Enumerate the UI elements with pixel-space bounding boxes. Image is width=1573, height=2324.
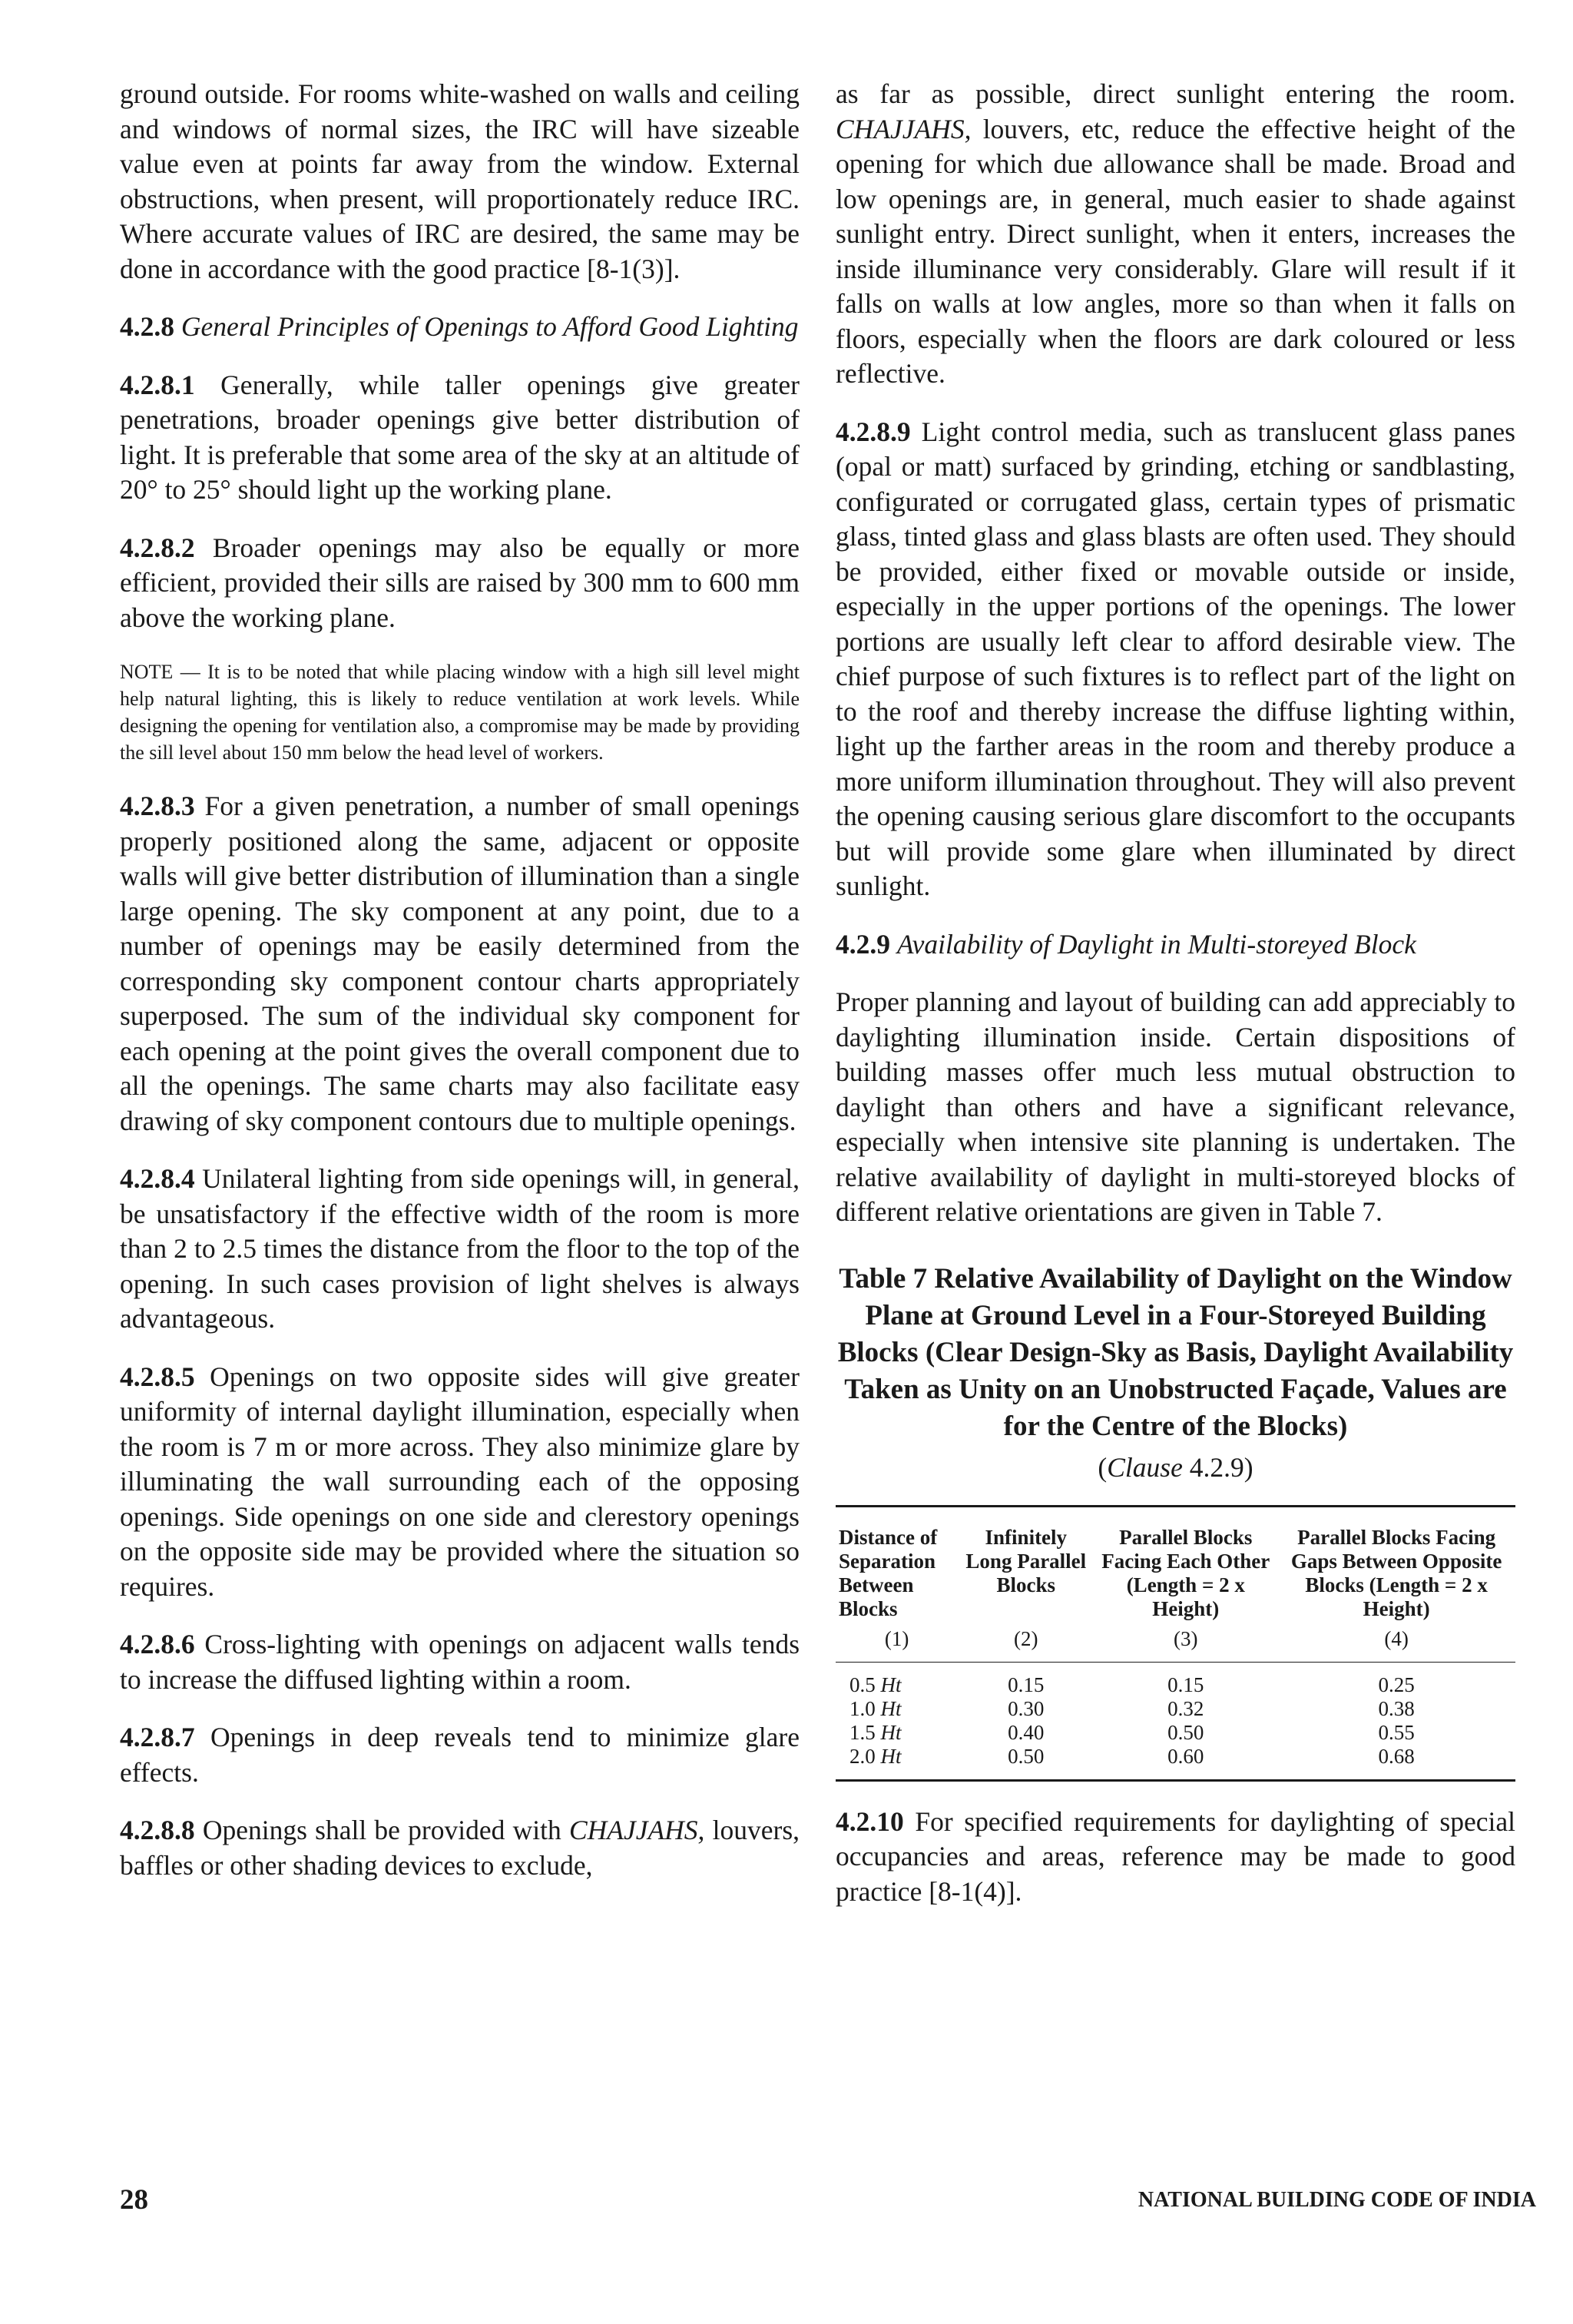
table-header-infinitely-long: Infinitely Long Parallel Blocks — [965, 1525, 1087, 1596]
clause-4-2-8-8-continued — [836, 77, 1515, 392]
table-header-facing-each-other: Parallel Blocks Facing Each Other (Length = 2 x Height) — [1101, 1525, 1270, 1620]
table-cell: 0.32 — [1167, 1696, 1204, 1720]
table-cell: 0.68 — [1378, 1744, 1415, 1768]
note — [120, 658, 800, 766]
heading-title: General Principles of Openings to Afford Good Lighting — [180, 311, 799, 342]
column-number: (1) — [836, 1627, 958, 1663]
right-column — [836, 77, 1515, 1932]
clause-text: Openings on two opposite sides will give greater uniformity of internal daylight illumination, especially when the room is 7 m or more across. They also minimize glare by illuminating the wall surrounding each of the opposing openings. Side openings on one side and clerestory openings on the opposite side may be provided where the situation so requires. — [120, 1361, 800, 1602]
table-row — [836, 1662, 1515, 1697]
table-cell-distance: 1.5 Ht — [849, 1720, 902, 1744]
table-7 — [836, 1505, 1515, 1782]
page-footer — [120, 2183, 1536, 2222]
note-text: — It is to be noted that while placing window with a high sill level might help natural lighting, this is likely to reduce ventilation at work levels. While designing the opening for ventilation also, a compromise may be made by providing the sill level about 150 mm below the head level of workers. — [120, 661, 800, 764]
clause-text: Cross-lighting with openings on adjacent walls tends to increase the diffused lighting within a room. — [120, 1629, 800, 1695]
table-cell: 0.50 — [1167, 1720, 1204, 1744]
table-row — [836, 1745, 1515, 1781]
column-number: (2) — [958, 1627, 1094, 1663]
clause-number: 4.2.8.8 — [120, 1815, 195, 1845]
table-cell-distance: 2.0 Ht — [849, 1744, 902, 1768]
table-cell: 0.15 — [1008, 1673, 1045, 1696]
table-cell: 0.60 — [1167, 1744, 1204, 1768]
clause-4-2-8-4 — [120, 1162, 800, 1337]
clause-number: 4.2.8.3 — [120, 791, 195, 821]
page-number: 28 — [120, 2184, 148, 2216]
heading-number: 4.2.8 — [120, 311, 174, 342]
clause-text: For specified requirements for daylighting of special occupancies and areas, reference may be made to good practice [8-1(4)]. — [836, 1805, 1515, 1907]
table-header-facing-gaps: Parallel Blocks Facing Gaps Between Opposite Blocks (Length = 2 x Height) — [1290, 1525, 1502, 1620]
clause-4-2-8-8 — [120, 1813, 800, 1883]
table-row — [836, 1721, 1515, 1745]
left-column — [120, 77, 800, 1906]
clause-text: Broader openings may also be equally or more efficient, provided their sills are raised by 300 mm to 600 mm above the working plane. — [120, 532, 800, 633]
clause-text: For a given penetration, a number of small openings properly positioned along the same, adjacent or opposite walls will give better distribution of illumination than a single large opening. The sky component at any point, due to a number of openings may be easily determined from the corresponding sky component contour charts appropriately superposed. The sum of the individual sky component for each opening at the point gives the overall component due to all the openings. The same charts may also facilitate easy drawing of sky component contours due to multiple openings. — [120, 791, 800, 1136]
clause-text-post: louvers, baffles or other shading devices to exclude, — [120, 1815, 800, 1881]
clause-text: Unilateral lighting from side openings will, in general, be unsatisfactory if the effective width of the room is more than 2 to 2.5 times the distance from the floor to the top of the opening. In such cases provision of light shelves is always advantageous. — [120, 1163, 800, 1334]
clause-number: 4.2.8.5 — [120, 1361, 195, 1392]
clause-number: 4.2.8.6 — [120, 1629, 195, 1659]
heading-4-2-8 — [120, 310, 800, 345]
clause-ref: 4.2.9 — [1189, 1451, 1244, 1483]
clause-4-2-8-2 — [120, 531, 800, 636]
paragraph-ground-outside: ground outside. For rooms white-washed on walls and ceiling and windows of normal sizes, the IRC will have sizeable value even at points far away from the window. External obstructions, when present, will proportionately reduce IRC. Where accurate values of IRC are desired, the same may be done in accordance with the good practice [8-1(3)]. — [120, 78, 800, 284]
table-cell: 0.40 — [1008, 1720, 1045, 1744]
table-cell: 0.30 — [1008, 1696, 1045, 1720]
table-row — [836, 1697, 1515, 1721]
table-cell-distance: 1.0 Ht — [849, 1696, 902, 1720]
table-cell: 0.15 — [1167, 1673, 1204, 1696]
heading-title: Availability of Daylight in Multi-storeyed Block — [896, 928, 1416, 960]
table-cell: 0.50 — [1008, 1744, 1045, 1768]
clause-text-b: louvers, etc, reduce the effective height of the opening for which due allowance shall be made. Broad and low openings are, in general, much easier to shade against sunlight entry. Direct sunlight, when it enters, increases the inside illuminance very considerably. Glare will result if it falls on walls at low angles, more so than when it falls on floors, especially when the floors are dark coloured or less reflective. — [836, 113, 1515, 389]
clause-number: 4.2.8.1 — [120, 369, 195, 400]
note-label: NOTE — [120, 661, 174, 683]
clause-number: 4.2.8.2 — [120, 532, 195, 563]
clause-number: 4.2.8.4 — [120, 1163, 195, 1194]
clause-text: Generally, while taller openings give greater penetrations, broader openings give better distribution of light. It is preferable that some area of the sky at an altitude of 20° to 25° should light up the working plane. — [120, 369, 800, 505]
table-header-row — [836, 1506, 1515, 1627]
clause-4-2-8-6 — [120, 1627, 800, 1697]
table-cell-distance: 0.5 Ht — [849, 1673, 902, 1696]
clause-text-pre: Openings shall be provided with — [202, 1815, 561, 1845]
table-7-clause-ref: (Clause 4.2.9) — [1098, 1451, 1253, 1483]
clause-4-2-8-5 — [120, 1360, 800, 1605]
table-cell: 0.38 — [1378, 1696, 1415, 1720]
clause-number: 4.2.8.9 — [836, 416, 911, 447]
table-cell: 0.55 — [1378, 1720, 1415, 1744]
clause-4-2-8-3 — [120, 789, 800, 1139]
table-header-distance: Distance of Separation Between Blocks — [839, 1525, 938, 1620]
paragraph-4-2-9: Proper planning and layout of building can add appreciably to daylighting illumination inside. Certain dispositions of building masses offer much less mutual obstruction to daylight than others and have a significant relevance, especially when intensive site planning is undertaken. The relative availability of daylight in multi-storeyed blocks of different relative orientations are given in Table 7. — [836, 986, 1515, 1227]
heading-number: 4.2.9 — [836, 928, 890, 960]
clause-text: Openings in deep reveals tend to minimize glare effects. — [120, 1722, 800, 1788]
clause-4-2-8-9 — [836, 415, 1515, 904]
table-column-number-row — [836, 1627, 1515, 1663]
table-cell: 0.25 — [1378, 1673, 1415, 1696]
column-number: (3) — [1094, 1627, 1277, 1663]
running-head: NATIONAL BUILDING CODE OF INDIA — [1138, 2188, 1536, 2212]
clause-4-2-10 — [836, 1805, 1515, 1910]
clause-4-2-8-1 — [120, 368, 800, 508]
clause-number: 4.2.8.7 — [120, 1722, 195, 1752]
column-number: (4) — [1277, 1627, 1515, 1663]
clause-label: Clause — [1107, 1451, 1183, 1483]
table-7-caption: Table 7 Relative Availability of Daylight on the Window Plane at Ground Level in a Four-Storeyed Building Blocks (Clear Design-Sky as Basis, Daylight Availability Taken as Unity on an Unobstructed Façade, Values are for the Centre of the Blocks) — [837, 1262, 1514, 1442]
clause-text-italic: CHAJJAHS, — [568, 1815, 705, 1845]
clause-4-2-8-7 — [120, 1720, 800, 1790]
clause-text-a: as far as possible, direct sunlight entering the room. — [836, 78, 1515, 109]
clause-text: Light control media, such as translucent glass panes (opal or matt) surfaced by grinding, etching or sandblasting, configurated or corrugated glass, certain types of prismatic glass, tinted glass and glass blasts are often used. They should be provided, either fixed or movable outside or inside, especially in the upper portions of the openings. The lower portions are usually left clear to afford desirable view. The chief purpose of such fixtures is to reflect part of the light on to the roof and thereby increase the diffuse lighting within, light up the farther areas in the room and thereby produce a more uniform illumination throughout. They will also prevent the opening causing serious glare discomfort to the occupants but will provide some glare when illuminated by direct sunlight. — [836, 416, 1515, 901]
heading-4-2-9 — [836, 927, 1515, 963]
clause-number: 4.2.10 — [836, 1805, 904, 1837]
clause-text-italic: CHAJJAHS, — [836, 113, 972, 144]
